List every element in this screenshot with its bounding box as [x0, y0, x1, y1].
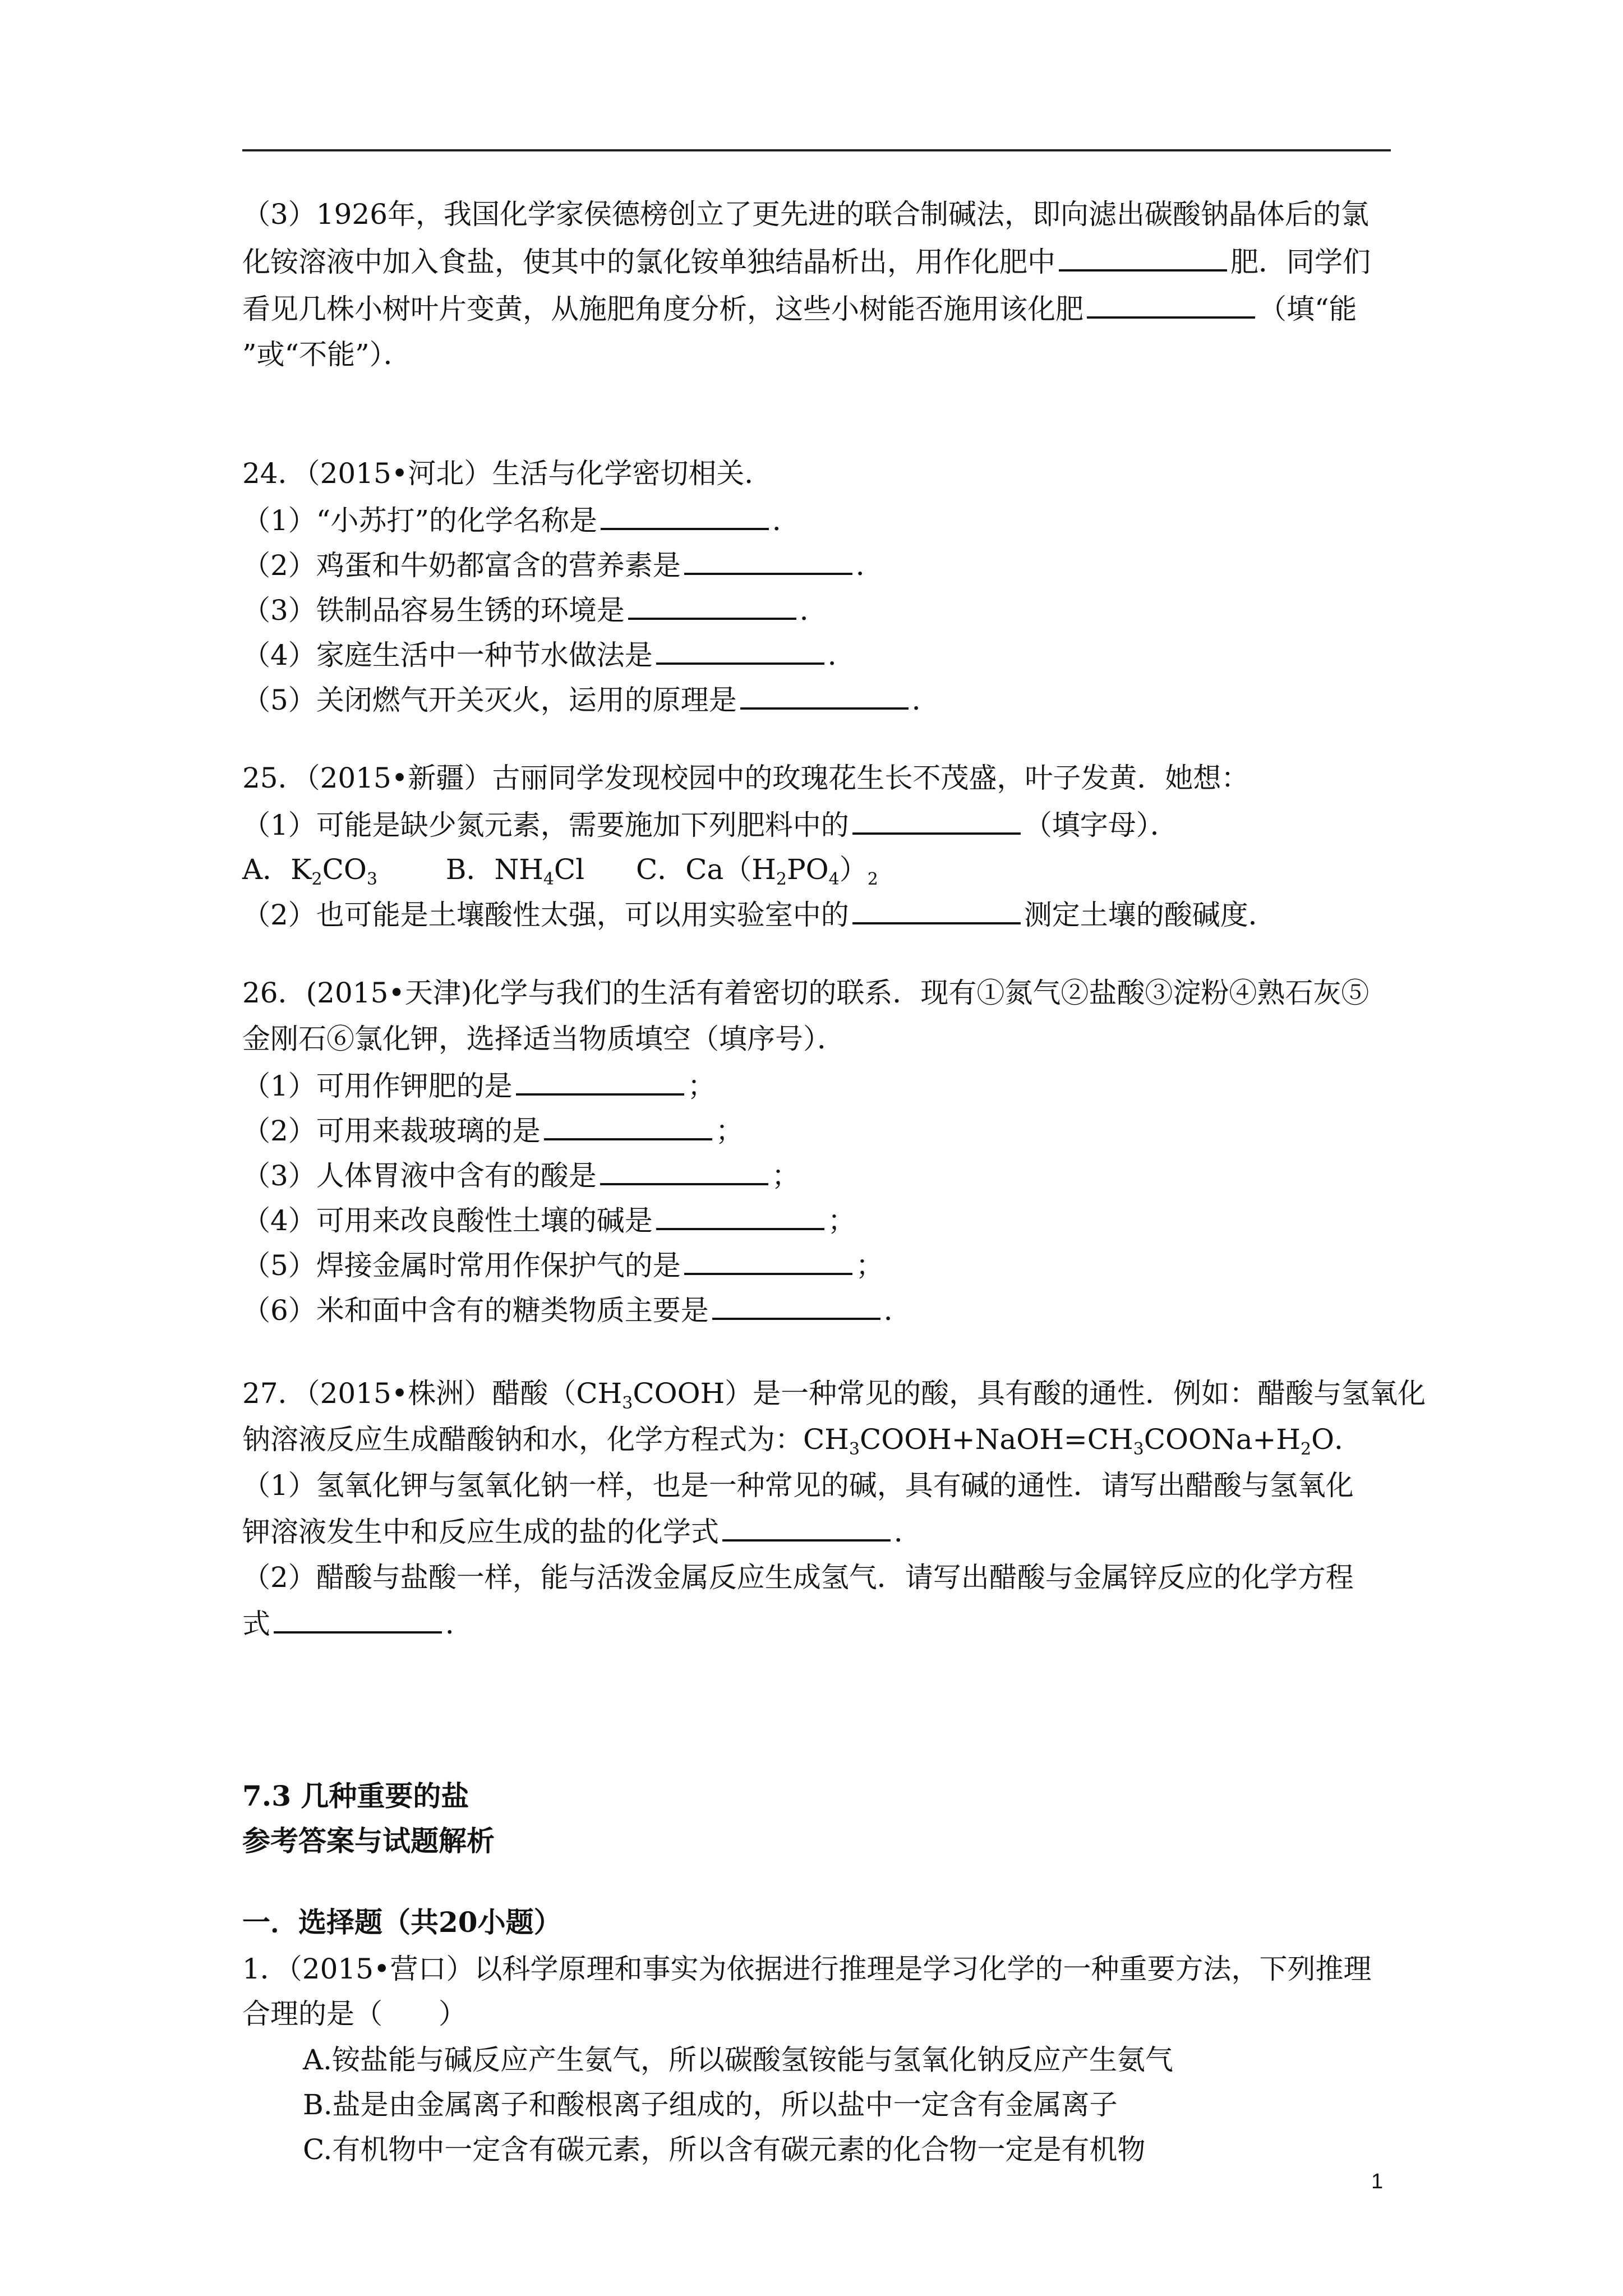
q24-item-4: （4）家庭生活中一种节水做法是 ． [242, 637, 856, 673]
answer-blank[interactable] [601, 502, 769, 530]
answer-q1-line-1: 1．（2015•营口）以科学原理和事实为依据进行推理是学习化学的一种重要方法，下列推理 [242, 1953, 1372, 1985]
option-b: B．$NH_4Cl$ [445, 853, 585, 889]
q27-line-4: 钾溶液发生中和反应生成的盐的化学式 ． [242, 1513, 922, 1550]
q26-item-3: （3）人体胃液中含有的酸是 ； [242, 1157, 800, 1194]
answer-blank[interactable] [628, 592, 796, 620]
q26-item-4: （4）可用来改良酸性土壤的碱是 ； [242, 1202, 856, 1239]
q27-line-1: 27．（2015•株洲）醋酸$(CH_3COOH)$是一种常见的酸，具有酸的通性．例如：醋酸与氢氧化 [242, 1377, 1426, 1413]
answer-blank[interactable] [722, 1513, 891, 1542]
q26-head-2: 金刚石⑥氯化钾，选择适当物质填空（填序号）． [242, 1023, 845, 1055]
q24-head: 24．（2015•河北）生活与化学密切相关． [242, 457, 773, 490]
answer-q1-option-b: B.盐是由金属离子和酸根离子组成的，所以盐中一定含有金属离子 [303, 2088, 1118, 2121]
q23-line-2: 化铵溶液中加入食盐，使其中的氯化铵单独结晶析出，用作化肥中 肥．同学们 [242, 243, 1371, 280]
q27-line-2: 钠溶液反应生成醋酸钠和水，化学方程式为：$CH_3COOH+NaOH=CH_3COONa+H_2O$． [242, 1423, 1363, 1459]
q23-line-4: ”或“不能”）． [242, 338, 412, 371]
part-heading: 一．选择题（共20小题） [242, 1906, 562, 1939]
answer-q1-line-2: 合理的是（ ） [242, 1998, 467, 2030]
q26-item-1: （1）可用作钾肥的是 ； [242, 1068, 716, 1104]
q26-head-1: 26．(2015•天津)化学与我们的生活有着密切的联系．现有①氮气②盐酸③淀粉④熟石灰⑤ [242, 977, 1370, 1009]
q25-options [242, 852, 878, 887]
q26-item-2: （2）可用来裁玻璃的是 ； [242, 1112, 744, 1149]
section-title: 7.3 几种重要的盐 [242, 1779, 469, 1812]
answer-blank[interactable] [852, 807, 1021, 835]
answer-blank[interactable] [684, 1247, 852, 1275]
q26-item-5: （5）焊接金属时常用作保护气的是 ； [242, 1247, 884, 1283]
q24-item-5: （5）关闭燃气开关灭火，运用的原理是 ． [242, 682, 940, 718]
q27-line-5: （2）醋酸与盐酸一样，能与活泼金属反应生成氢气．请写出醋酸与金属锌反应的化学方程 [242, 1561, 1354, 1594]
answer-blank[interactable] [852, 896, 1021, 924]
q24-item-1: （1）“小苏打”的化学名称是 ． [242, 502, 800, 539]
answer-blank[interactable] [544, 1112, 712, 1140]
answer-blank[interactable] [274, 1605, 442, 1634]
q25-item-2: （2）也可能是土壤酸性太强，可以用实验室中的 测定土壤的酸碱度． [242, 896, 1276, 933]
q24-item-2: （2）鸡蛋和牛奶都富含的营养素是 ． [242, 547, 884, 583]
q27-line-6: 式 ． [242, 1605, 473, 1642]
answer-q1-option-c: C.有机物中一定含有碳元素，所以含有碳元素的化合物一定是有机物 [303, 2133, 1146, 2166]
answer-blank[interactable] [712, 1292, 880, 1320]
header-rule [242, 149, 1391, 151]
option-c: C．$Ca(H_2PO_4)_2$ [635, 853, 878, 889]
q26-item-6: （6）米和面中含有的糖类物质主要是 ． [242, 1292, 912, 1328]
q23-line-3: 看见几株小树叶片变黄，从施肥角度分析，这些小树能否施用该化肥 （填“能 [242, 291, 1357, 327]
answer-blank[interactable] [684, 547, 852, 575]
q25-item-1: （1）可能是缺少氮元素，需要施加下列肥料中的 （填字母）． [242, 807, 1178, 843]
answer-blank[interactable] [740, 682, 909, 710]
answer-blank[interactable] [656, 637, 824, 665]
answer-blank[interactable] [656, 1202, 824, 1230]
answer-q1-option-a: A.铵盐能与碱反应产生氨气，所以碳酸氢铵能与氢氧化钠反应产生氨气 [303, 2044, 1174, 2076]
q27-line-3: （1）氢氧化钾与氢氧化钠一样，也是一种常见的碱，具有碱的通性．请写出醋酸与氢氧化 [242, 1469, 1354, 1502]
answer-blank[interactable] [600, 1157, 768, 1185]
option-a: A．$K_2CO_3$ [242, 853, 377, 889]
answer-blank[interactable] [1087, 291, 1255, 319]
answer-blank[interactable] [516, 1068, 684, 1096]
q25-head: 25．（2015•新疆）古丽同学发现校园中的玫瑰花生长不茂盛，叶子发黄．她想： [242, 762, 1249, 794]
q23-line-1: （3）1926年，我国化学家侯德榜创立了更先进的联合制碱法，即向滤出碳酸钠晶体后的氯 [242, 198, 1370, 231]
q24-item-3: （3）铁制品容易生锈的环境是 ． [242, 592, 828, 628]
section-subtitle: 参考答案与试题解析 [242, 1824, 495, 1857]
page-number: 1 [1371, 2170, 1384, 2193]
answer-blank[interactable] [1059, 243, 1227, 272]
